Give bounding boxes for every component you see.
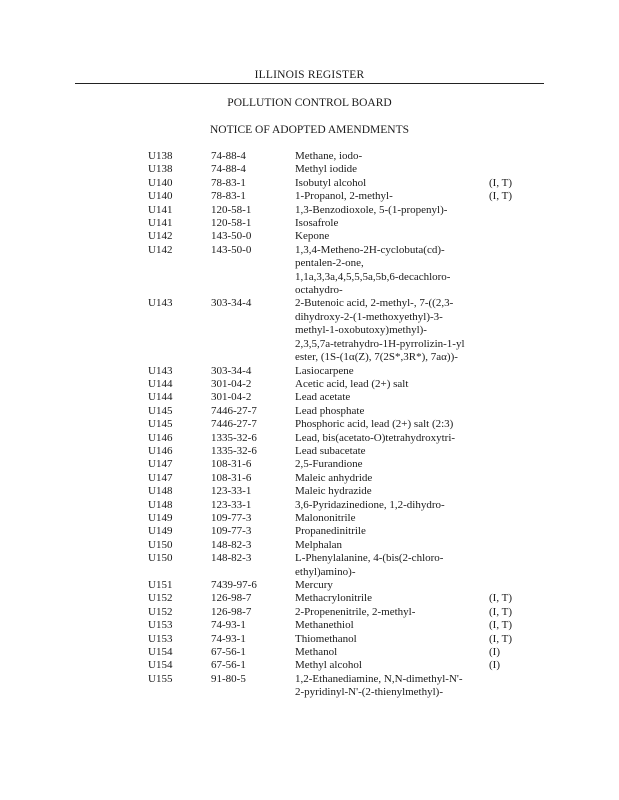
substance-name: Maleic anhydride xyxy=(295,471,373,484)
cas-number: 67-56-1 xyxy=(211,659,246,672)
substance-name: Melphalan xyxy=(295,538,343,551)
substance-name: 2-Propenenitrile, 2-methyl- xyxy=(295,605,416,618)
hazard-code xyxy=(489,525,528,538)
substance-name: Phosphoric acid, lead (2+) salt (2:3) xyxy=(295,418,454,431)
hazard-code xyxy=(489,512,528,525)
hazard-code xyxy=(489,445,528,458)
hazard-code xyxy=(489,378,528,391)
waste-code: U147 xyxy=(148,458,173,471)
header-rule xyxy=(75,83,544,84)
substance-name: Lead acetate xyxy=(295,391,351,404)
table-row xyxy=(148,163,528,176)
substance-name: Lead, bis(acetato-O)tetrahydroxytri- xyxy=(295,431,456,444)
waste-code: U149 xyxy=(148,525,173,538)
waste-code: U153 xyxy=(148,632,173,645)
hazard-code xyxy=(489,432,528,445)
hazard-code xyxy=(489,552,528,579)
waste-code: U148 xyxy=(148,485,173,498)
substance-name: L-Phenylalanine, 4-(bis(2-chloro- ethyl)amino)- xyxy=(295,552,444,578)
hazard-code: (I, T) xyxy=(489,592,513,605)
waste-code: U150 xyxy=(148,538,173,551)
hazard-code xyxy=(489,458,528,471)
table-row xyxy=(148,365,528,378)
table-row xyxy=(148,204,528,217)
waste-code: U142 xyxy=(148,243,173,256)
waste-code: U152 xyxy=(148,605,173,618)
cas-number: 303-34-4 xyxy=(211,297,252,310)
cas-number: 301-04-2 xyxy=(211,377,252,390)
substance-name: Methacrylonitrile xyxy=(295,592,372,605)
table-row xyxy=(148,445,528,458)
waste-code: U145 xyxy=(148,418,173,431)
cas-number: 7446-27-7 xyxy=(211,404,257,417)
table-row xyxy=(148,190,528,203)
table-row xyxy=(148,230,528,243)
cas-number: 123-33-1 xyxy=(211,485,252,498)
table-row xyxy=(148,458,528,471)
hazard-code xyxy=(489,673,528,700)
board-title: POLLUTION CONTROL BOARD xyxy=(227,97,392,109)
cas-number: 74-88-4 xyxy=(211,150,246,162)
waste-code-table xyxy=(148,150,528,700)
hazard-code xyxy=(489,163,528,176)
substance-name: Isosafrole xyxy=(295,217,339,230)
hazard-code xyxy=(489,391,528,404)
waste-code: U149 xyxy=(148,511,173,524)
substance-name: Methanethiol xyxy=(295,619,354,632)
cas-number: 148-82-3 xyxy=(211,552,252,565)
hazard-code xyxy=(489,499,528,512)
cas-number: 120-58-1 xyxy=(211,217,252,230)
cas-number: 123-33-1 xyxy=(211,498,252,511)
cas-number: 148-82-3 xyxy=(211,538,252,551)
table-row xyxy=(148,217,528,230)
substance-name: Kepone xyxy=(295,230,330,243)
substance-name: Methyl iodide xyxy=(295,163,358,176)
table-row xyxy=(148,432,528,445)
cas-number: 108-31-6 xyxy=(211,458,252,471)
cas-number: 78-83-1 xyxy=(211,176,246,189)
substance-name: Lasiocarpene xyxy=(295,364,354,377)
substance-name: 2-Butenoic acid, 2-methyl-, 7-((2,3- dihydroxy-2-(1-methoxyethyl)-3- methyl-1-oxobutoxy)methyl)- 2,3,5,7a-tetrahydro-1H-pyrrolizin-1-yl ester, (1S-(1α(Z), 7(2S*,3R*), 7aα))- xyxy=(295,297,465,364)
waste-code: U144 xyxy=(148,391,173,404)
table-row xyxy=(148,525,528,538)
cas-number: 126-98-7 xyxy=(211,592,252,605)
substance-name: Lead subacetate xyxy=(295,444,366,457)
waste-code: U140 xyxy=(148,176,173,189)
substance-name: Mercury xyxy=(295,579,333,591)
hazard-code: (I, T) xyxy=(489,190,513,203)
table-row xyxy=(148,659,528,672)
cas-number: 143-50-0 xyxy=(211,230,252,243)
substance-name: 2,5-Furandione xyxy=(295,458,363,471)
waste-code: U144 xyxy=(148,377,173,390)
cas-number: 126-98-7 xyxy=(211,605,252,618)
hazard-code xyxy=(489,230,528,243)
substance-name: Methanol xyxy=(295,646,338,659)
hazard-code: (I, T) xyxy=(489,632,513,645)
substance-name: 1,3-Benzodioxole, 5-(1-propenyl)- xyxy=(295,203,448,216)
hazard-code: (I, T) xyxy=(489,619,513,632)
waste-code: U143 xyxy=(148,364,173,377)
waste-code: U138 xyxy=(148,150,173,162)
hazard-code xyxy=(489,472,528,485)
hazard-code xyxy=(489,405,528,418)
substance-name: 3,6-Pyridazinedione, 1,2-dihydro- xyxy=(295,498,445,511)
cas-number: 74-88-4 xyxy=(211,163,246,176)
waste-code: U141 xyxy=(148,217,173,230)
waste-code: U142 xyxy=(148,230,173,243)
cas-number: 78-83-1 xyxy=(211,190,246,203)
cas-number: 67-56-1 xyxy=(211,646,246,659)
hazard-code: (I, T) xyxy=(489,605,513,618)
hazard-code xyxy=(489,204,528,217)
substance-name: 1,3,4-Metheno-2H-cyclobuta(cd)- pentalen-2-one, 1,1a,3,3a,4,5,5,5a,5b,6-decachloro- octahydro- xyxy=(295,243,451,297)
cas-number: 74-93-1 xyxy=(211,619,246,632)
hazard-code xyxy=(489,485,528,498)
table-row xyxy=(148,539,528,552)
waste-code: U153 xyxy=(148,619,173,632)
substance-name: 1-Propanol, 2-methyl- xyxy=(295,190,393,203)
table-row xyxy=(148,646,528,659)
hazard-code xyxy=(489,244,528,298)
hazard-code xyxy=(489,365,528,378)
hazard-code xyxy=(489,297,528,364)
substance-name: Maleic hydrazide xyxy=(295,485,372,498)
cas-number: 1335-32-6 xyxy=(211,444,257,457)
waste-code: U148 xyxy=(148,498,173,511)
waste-code: U141 xyxy=(148,203,173,216)
substance-name: Lead phosphate xyxy=(295,404,365,417)
cas-number: 1335-32-6 xyxy=(211,431,257,444)
cas-number: 7439-97-6 xyxy=(211,579,257,591)
table-row xyxy=(148,606,528,619)
waste-code: U146 xyxy=(148,431,173,444)
cas-number: 120-58-1 xyxy=(211,203,252,216)
waste-code: U154 xyxy=(148,659,173,672)
hazard-code xyxy=(489,217,528,230)
cas-number: 109-77-3 xyxy=(211,511,252,524)
substance-name: Methyl alcohol xyxy=(295,659,362,672)
table-row xyxy=(148,619,528,632)
hazard-code: (I, T) xyxy=(489,176,513,189)
cas-number: 108-31-6 xyxy=(211,471,252,484)
waste-code: U152 xyxy=(148,592,173,605)
table-row xyxy=(148,418,528,431)
cas-number: 303-34-4 xyxy=(211,364,252,377)
table-row xyxy=(148,552,528,579)
waste-code: U138 xyxy=(148,163,173,176)
table-row xyxy=(148,485,528,498)
table-row xyxy=(148,405,528,418)
table-row xyxy=(148,297,528,364)
hazard-code: (I) xyxy=(489,646,500,659)
table-row xyxy=(148,512,528,525)
waste-code: U155 xyxy=(148,672,173,685)
register-header: ILLINOIS REGISTER xyxy=(254,69,365,81)
cas-number: 301-04-2 xyxy=(211,391,252,404)
waste-code: U154 xyxy=(148,646,173,659)
waste-code: U145 xyxy=(148,404,173,417)
table-row xyxy=(148,633,528,646)
table-row xyxy=(148,378,528,391)
table-row xyxy=(148,177,528,190)
cas-number: 109-77-3 xyxy=(211,525,252,538)
waste-code: U151 xyxy=(148,579,173,591)
waste-code: U146 xyxy=(148,444,173,457)
table-row xyxy=(148,673,528,700)
table-row xyxy=(148,150,528,163)
table-row xyxy=(148,592,528,605)
hazard-code xyxy=(489,150,528,163)
substance-name: Propanedinitrile xyxy=(295,525,366,538)
hazard-code xyxy=(489,579,528,592)
table-row xyxy=(148,472,528,485)
substance-name: Methane, iodo- xyxy=(295,150,363,162)
substance-name: 1,2-Ethanediamine, N,N-dimethyl-N'- 2-pyridinyl-N'-(2-thienylmethyl)- xyxy=(295,672,463,699)
table-row xyxy=(148,244,528,298)
table-row xyxy=(148,499,528,512)
waste-code: U140 xyxy=(148,190,173,203)
waste-code: U147 xyxy=(148,471,173,484)
hazard-code xyxy=(489,418,528,431)
substance-name: Thiomethanol xyxy=(295,632,357,645)
notice-title: NOTICE OF ADOPTED AMENDMENTS xyxy=(209,124,410,136)
cas-number: 143-50-0 xyxy=(211,243,252,256)
hazard-code xyxy=(489,539,528,552)
table-row xyxy=(148,391,528,404)
waste-code: U150 xyxy=(148,552,173,565)
substance-name: Isobutyl alcohol xyxy=(295,176,367,189)
hazard-code: (I) xyxy=(489,659,500,672)
substance-name: Acetic acid, lead (2+) salt xyxy=(295,377,409,390)
cas-number: 7446-27-7 xyxy=(211,418,257,431)
cas-number: 91-80-5 xyxy=(211,672,246,685)
table-row xyxy=(148,579,528,592)
waste-code: U143 xyxy=(148,297,173,310)
cas-number: 74-93-1 xyxy=(211,632,246,645)
substance-name: Malononitrile xyxy=(295,511,356,524)
